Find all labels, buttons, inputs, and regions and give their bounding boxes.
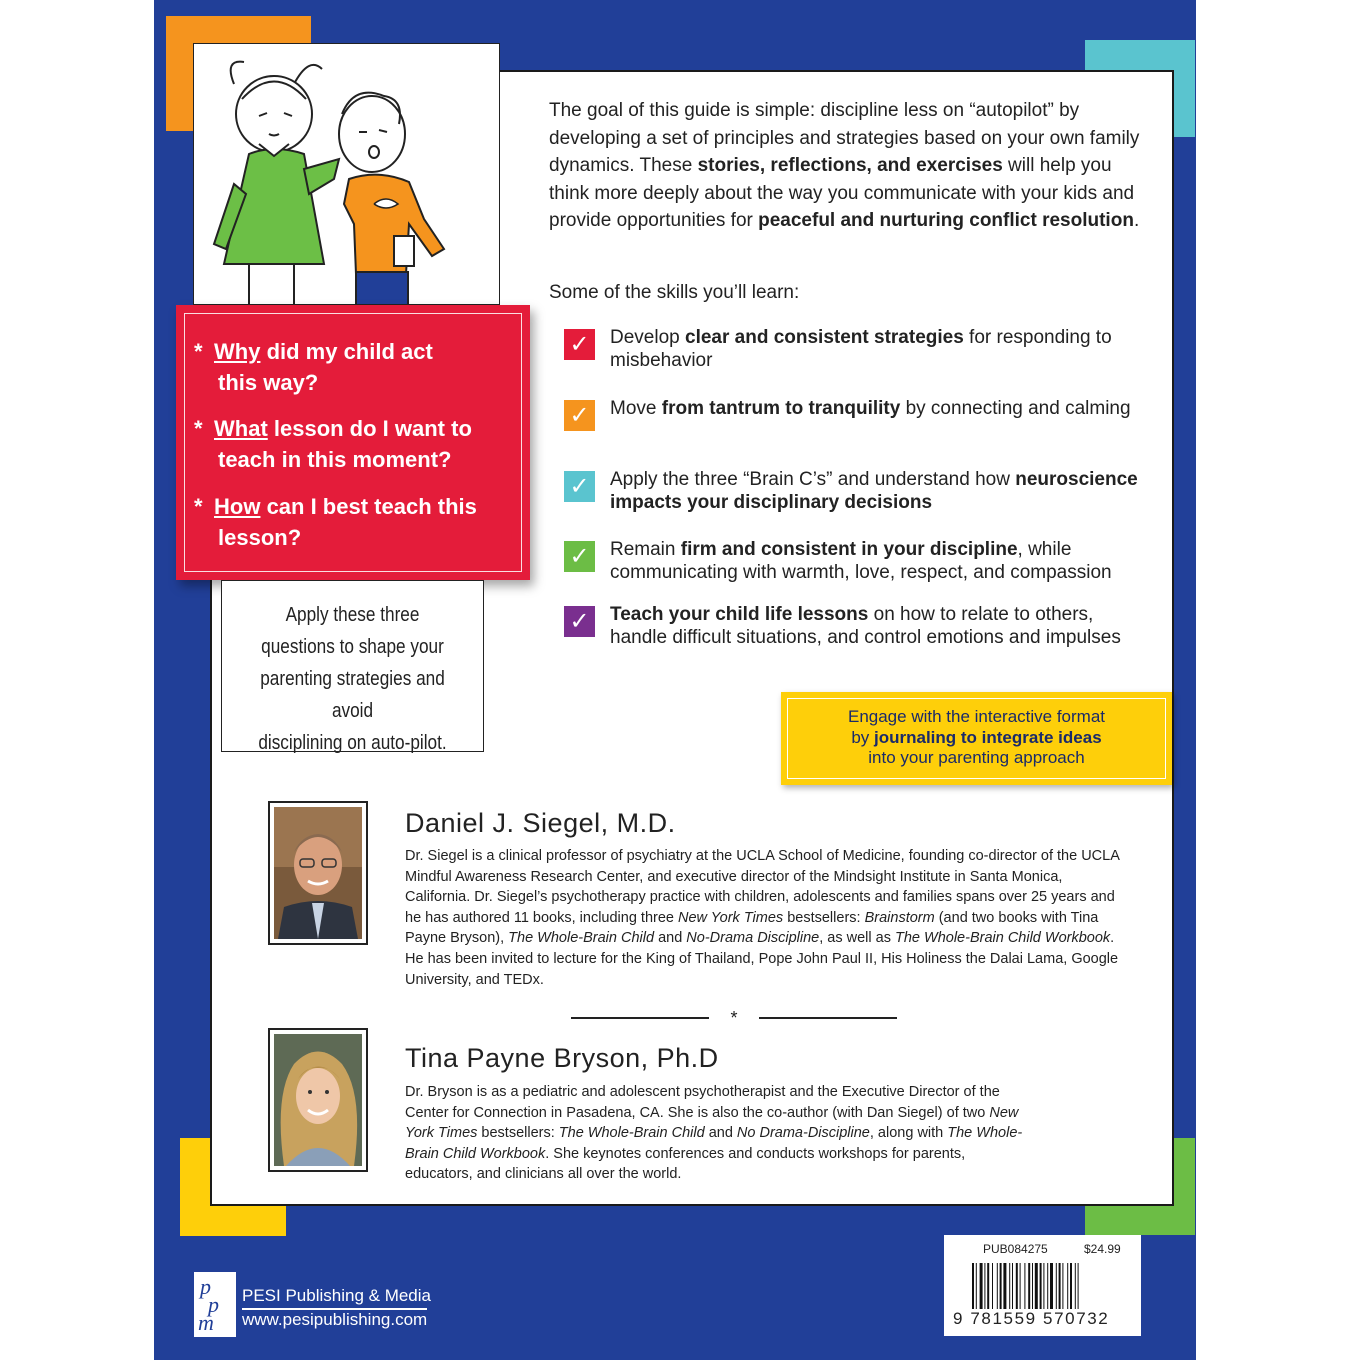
skill-text-part: on how to relate to others, handle difficult situations, and control emotions and impulses	[610, 604, 1121, 648]
skill-text-bold: from tantrum to tranquility	[661, 398, 901, 419]
apply-questions-box	[221, 580, 484, 752]
divider-asterisk: *	[730, 1008, 738, 1028]
children-illustration	[193, 43, 500, 305]
checkbox-icon: ✓	[564, 329, 595, 360]
barcode-bar	[972, 1263, 974, 1309]
publisher-url: www.pesipublishing.com	[242, 1310, 428, 1329]
skill-text-part: by connecting and calming	[900, 398, 1131, 419]
intro-bold-text: stories, reflections, and exercises	[697, 155, 1003, 176]
question-text: did my child act	[260, 339, 433, 364]
barcode-bar	[1050, 1263, 1053, 1309]
bio-text: Dr. Bryson is as a pediatric and adolescent psychotherapist and the Executive Director of the Center for Connection in Pasadena, CA. She is also the co-author (with Dan Siegel) of two	[405, 1084, 1000, 1121]
barcode-bar	[1075, 1263, 1076, 1309]
skill-text	[610, 469, 1155, 514]
barcode-bar	[987, 1263, 989, 1309]
bio-italic-title: No Drama-Discipline	[736, 1125, 870, 1142]
barcode-bar	[1020, 1263, 1021, 1309]
intro-text: will help you think more deeply about the way you communicate with your kids and provide opportunities for	[549, 155, 1135, 231]
skill-text-bold: clear and consistent strategies	[685, 327, 964, 348]
barcode-bar	[1067, 1263, 1068, 1309]
barcode-bar	[992, 1263, 993, 1309]
author-portrait-siegel	[274, 807, 362, 939]
intro-bold-text: peaceful and nurturing conflict resolution	[758, 210, 1134, 231]
svg-text:m: m	[198, 1310, 214, 1335]
author-photo-bryson	[268, 1028, 368, 1172]
barcode-bar	[1032, 1263, 1033, 1309]
question-keyword: Why	[214, 339, 261, 364]
author-photo-siegel	[268, 801, 368, 945]
engage-text-bold: journaling to integrate ideas	[874, 727, 1102, 747]
publisher-name: PESI Publishing & Media	[242, 1286, 431, 1305]
bio-italic-title: New York Times	[678, 909, 784, 926]
skill-text	[610, 327, 1155, 372]
divider-line	[571, 1017, 709, 1019]
bullet-star: *	[194, 494, 203, 519]
bullet-star: *	[194, 339, 203, 364]
author-bio-bryson	[405, 1082, 1035, 1185]
bio-text: and	[654, 930, 687, 947]
bio-text: bestsellers:	[783, 909, 865, 926]
barcode-bar	[984, 1263, 985, 1309]
skill-text-part: Remain	[610, 539, 681, 560]
question-text-line2: lesson?	[218, 525, 302, 550]
bio-italic-title: The Whole-Brain Child	[558, 1125, 705, 1142]
barcode-bar	[1028, 1263, 1030, 1309]
barcode-bar	[1003, 1263, 1006, 1309]
question-text: can I best teach this	[260, 494, 477, 519]
bio-italic-title: New York Times	[405, 1104, 1019, 1142]
engage-text-part: by	[851, 727, 875, 747]
skill-text-part: for responding to misbehavior	[610, 327, 1112, 371]
skill-text-bold: neuroscience impacts your disciplinary decisions	[610, 469, 1138, 513]
svg-text:p: p	[208, 1292, 219, 1317]
author-portrait-bryson	[274, 1034, 362, 1166]
question-why	[194, 336, 504, 398]
bio-italic-title: Brainstorm	[864, 909, 935, 926]
bio-text: Dr. Siegel is a clinical professor of psychiatry at the UCLA School of Medicine, founding co-director of the UCLA Mindful Awareness Research Center, and executive director of the Mindsight Institute in Santa Monica, California. Dr. Siegel’s psychotherapy practice with children, adolescents and families spans over 25 years and he has authored 11 books, including three	[405, 848, 1120, 926]
bio-text: , along with	[869, 1125, 948, 1142]
author-bio-siegel	[405, 846, 1123, 990]
question-keyword: What	[214, 416, 268, 441]
skill-text-bold: firm and consistent in your discipline	[680, 539, 1018, 560]
section-divider	[571, 1008, 897, 1028]
intro-paragraph	[549, 97, 1149, 235]
barcode-bar	[1070, 1263, 1072, 1309]
apply-text-line: questions to shape your	[261, 636, 444, 658]
bio-text: (and two books with Tina Payne Bryson),	[405, 909, 1099, 947]
author-name-siegel: Daniel J. Siegel, M.D.	[405, 808, 676, 838]
barcode-bar	[1056, 1263, 1057, 1309]
barcode-bars	[972, 1263, 1126, 1309]
publisher-logo	[194, 1272, 236, 1337]
skill-text	[610, 604, 1155, 649]
bullet-star: *	[194, 416, 203, 441]
bio-italic-title: The Whole-Brain Child Workbook	[895, 930, 1111, 947]
skill-text-part: Develop	[610, 327, 685, 348]
question-text: lesson do I want to	[267, 416, 472, 441]
skill-text-bold: Teach your child life lessons	[610, 604, 869, 625]
barcode-bar	[1059, 1263, 1061, 1309]
barcode-bar	[1012, 1263, 1013, 1309]
barcode-bar	[1043, 1263, 1044, 1309]
questions-box	[176, 305, 530, 580]
engage-text	[781, 707, 1172, 769]
barcode-bar	[997, 1263, 998, 1309]
bio-italic-title: The Whole-Brain Child Workbook	[405, 1125, 1023, 1162]
bio-italic-title: No-Drama Discipline	[686, 930, 820, 947]
barcode-bar	[1062, 1263, 1063, 1309]
barcode-bar	[1009, 1263, 1010, 1309]
bio-text: bestsellers:	[477, 1125, 559, 1142]
skills-heading: Some of the skills you’ll learn:	[549, 282, 800, 303]
checkbox-icon: ✓	[564, 541, 595, 572]
question-what	[194, 413, 504, 475]
question-how	[194, 491, 504, 553]
checkbox-icon: ✓	[564, 606, 595, 637]
bio-text: . He has been invited to lecture for the King of Thailand, Pope John Paul II, His Holiness the Dalai Lama, Google University, and TEDx.	[405, 930, 1119, 988]
engage-line: Engage with the interactive format	[847, 707, 1106, 726]
question-text-line2: this way?	[218, 370, 319, 395]
apply-text-line: Apply these three	[285, 604, 420, 626]
checkbox-icon: ✓	[564, 471, 595, 502]
divider-line	[759, 1017, 897, 1019]
barcode-bar	[1035, 1263, 1038, 1309]
question-keyword: How	[214, 494, 261, 519]
svg-text:p: p	[200, 1274, 211, 1299]
isbn-number: 9 781559 570732	[953, 1309, 1110, 1328]
skill-text-part: Apply the three “Brain C’s” and understand how	[610, 469, 1016, 490]
engage-callout	[781, 692, 1172, 785]
barcode-bar	[976, 1263, 977, 1309]
barcode-bar	[1040, 1263, 1042, 1309]
barcode-bar	[1016, 1263, 1018, 1309]
bio-italic-title: The Whole-Brain Child	[508, 930, 655, 947]
author-name-bryson: Tina Payne Bryson, Ph.D	[405, 1043, 719, 1073]
intro-text: The goal of this guide is simple: discipline less on “autopilot” by developing a set of principles and strategies based on your own family dynamics. These	[549, 100, 1140, 176]
product-code: PUB084275	[983, 1242, 1048, 1256]
engage-line	[781, 728, 1172, 749]
barcode-bar	[1024, 1263, 1025, 1309]
barcode-bar	[1078, 1263, 1079, 1309]
skill-text-part: Move	[610, 398, 662, 419]
skill-text	[610, 539, 1155, 584]
barcode-bar	[980, 1263, 983, 1309]
barcode-bar	[1047, 1263, 1048, 1309]
apply-text-line: parenting strategies and avoid	[260, 668, 445, 722]
bio-text: , as well as	[819, 930, 895, 947]
bio-text: . She keynotes conferences and conducts workshops for parents, educators, and clinicians all over the world.	[405, 1145, 966, 1183]
apply-text	[240, 599, 464, 759]
bio-text: and	[704, 1125, 737, 1142]
question-text-line2: teach in this moment?	[218, 447, 452, 472]
checkbox-icon: ✓	[564, 400, 595, 431]
apply-text-line: disciplining on auto-pilot.	[258, 732, 447, 754]
barcode-bar	[1000, 1263, 1002, 1309]
skill-text-part: , while communicating with warmth, love, respect, and compassion	[610, 539, 1112, 583]
skill-text	[610, 398, 1155, 421]
engage-line: into your parenting approach	[868, 748, 1085, 767]
intro-text: .	[1133, 210, 1140, 231]
price: $24.99	[1084, 1242, 1121, 1256]
